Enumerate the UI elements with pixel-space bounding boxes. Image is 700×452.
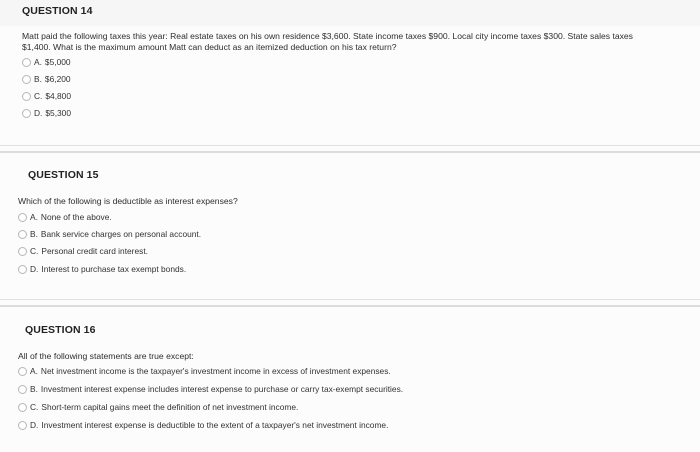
- option-text: Investment interest expense includes interest expense to purchase or carry tax-exempt securities.: [40, 384, 404, 394]
- option-letter: C.: [30, 246, 39, 256]
- option-text: None of the above.: [40, 212, 112, 222]
- question-15-option-b[interactable]: [18, 229, 201, 239]
- option-letter: C.: [34, 91, 43, 101]
- option-letter: C.: [30, 402, 39, 412]
- option-text: $4,800: [45, 91, 71, 101]
- question-16-text: All of the following statements are true except:: [18, 351, 194, 361]
- question-14-header: [0, 0, 700, 26]
- option-letter: B.: [30, 229, 38, 239]
- option-text: $5,000: [44, 57, 71, 67]
- question-14-option-b[interactable]: [22, 74, 71, 84]
- option-text: Short-term capital gains meet the definition of net investment income.: [41, 402, 299, 412]
- radio-button[interactable]: [18, 403, 27, 412]
- question-15-text: Which of the following is deductible as interest expenses?: [18, 196, 238, 206]
- option-letter: A.: [30, 366, 38, 376]
- option-text: Bank service charges on personal account.: [40, 229, 202, 239]
- question-14-text-line-1: Matt paid the following taxes this year: Real estate taxes on his own residence $3,600. State income taxes $900. Local city income taxes $300. State sales taxes: [22, 31, 633, 41]
- option-text: Personal credit card interest.: [41, 246, 148, 256]
- question-15-option-c[interactable]: [18, 246, 148, 256]
- option-letter: D.: [34, 108, 43, 118]
- question-14-text-line-2: $1,400. What is the maximum amount Matt can deduct as an itemized deduction on his tax return?: [22, 42, 397, 52]
- question-16-option-c[interactable]: [18, 402, 298, 412]
- radio-button[interactable]: [22, 109, 31, 118]
- radio-button[interactable]: [18, 385, 27, 394]
- radio-button[interactable]: [18, 230, 27, 239]
- section-divider: [0, 145, 700, 146]
- radio-button[interactable]: [18, 421, 27, 430]
- section-divider: [0, 305, 700, 307]
- radio-button[interactable]: [22, 58, 31, 67]
- option-text: $5,300: [45, 108, 71, 118]
- option-text: Interest to purchase tax exempt bonds.: [41, 264, 187, 274]
- option-letter: D.: [30, 420, 39, 430]
- question-14-option-c[interactable]: [22, 91, 71, 101]
- radio-button[interactable]: [18, 367, 27, 376]
- option-letter: B.: [30, 384, 38, 394]
- question-15-title: QUESTION 15: [28, 169, 99, 181]
- radio-button[interactable]: [18, 265, 27, 274]
- section-divider: [0, 151, 700, 153]
- option-text: $6,200: [44, 74, 71, 84]
- section-divider: [0, 299, 700, 300]
- radio-button[interactable]: [22, 75, 31, 84]
- option-letter: B.: [34, 74, 42, 84]
- option-letter: A.: [30, 212, 38, 222]
- question-16-option-d[interactable]: [18, 420, 388, 430]
- question-14-option-d[interactable]: [22, 108, 71, 118]
- option-letter: D.: [30, 264, 39, 274]
- question-15-option-a[interactable]: [18, 212, 112, 222]
- question-16-option-a[interactable]: [18, 366, 391, 376]
- radio-button[interactable]: [18, 213, 27, 222]
- option-text: Net investment income is the taxpayer's investment income in excess of investment expenses.: [40, 366, 391, 376]
- question-16-option-b[interactable]: [18, 384, 403, 394]
- radio-button[interactable]: [18, 247, 27, 256]
- question-14-title: QUESTION 14: [22, 5, 93, 17]
- question-14-option-a[interactable]: [22, 57, 71, 67]
- option-letter: A.: [34, 57, 42, 67]
- option-text: Investment interest expense is deductible to the extent of a taxpayer's net investment income.: [41, 420, 389, 430]
- radio-button[interactable]: [22, 92, 31, 101]
- question-16-title: QUESTION 16: [25, 324, 96, 336]
- question-15-option-d[interactable]: [18, 264, 186, 274]
